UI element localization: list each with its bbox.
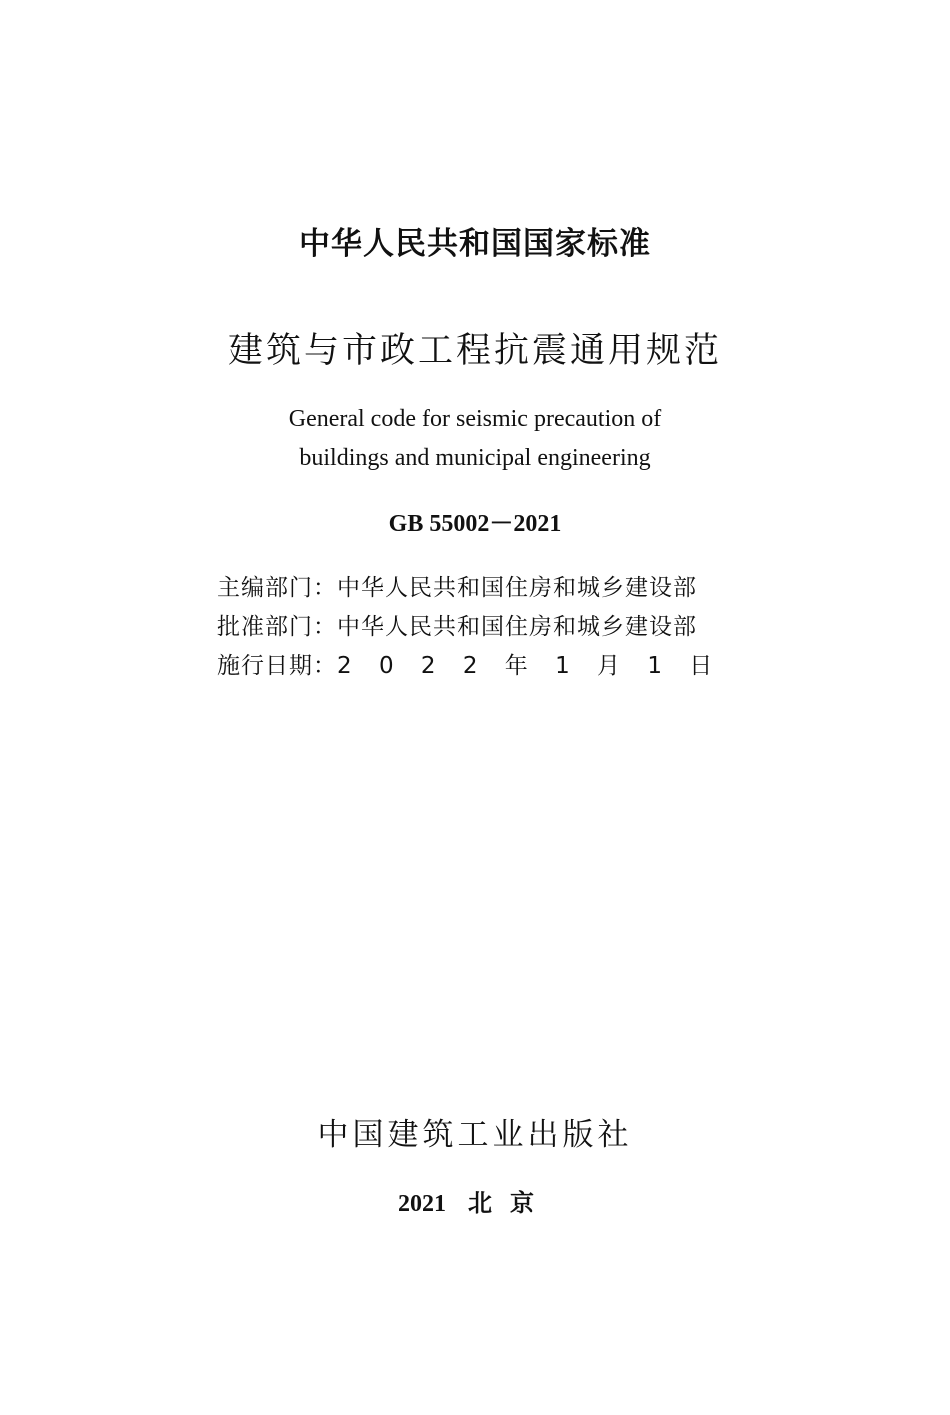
approver-value: 中华人民共和国住房和城乡建设部	[337, 614, 697, 640]
approver-label: 批准部门：	[217, 614, 337, 640]
approver-row	[217, 610, 697, 644]
standard-series-heading: 中华人民共和国国家标准	[299, 226, 651, 262]
editor-row	[217, 571, 697, 605]
effective-date-value: 2 0 2 2 年 1 月 1 日	[337, 653, 714, 679]
publication-year: 2021	[398, 1191, 446, 1217]
effective-date-label: 施行日期：	[217, 653, 337, 679]
publisher-name: 中国建筑工业出版社	[317, 1117, 633, 1153]
standard-code: GB 55002－2021	[388, 511, 562, 537]
effective-date-row	[217, 649, 713, 683]
publication-year-city	[0, 1186, 950, 1221]
publication-city: 北京	[468, 1189, 552, 1217]
title-chinese: 建筑与市政工程抗震通用规范	[227, 331, 722, 371]
editor-label: 主编部门：	[217, 575, 337, 601]
editor-value: 中华人民共和国住房和城乡建设部	[337, 575, 697, 601]
title-english-line-2: buildings and municipal engineering	[299, 445, 651, 471]
title-english-line-1: General code for seismic precaution of	[288, 406, 662, 432]
